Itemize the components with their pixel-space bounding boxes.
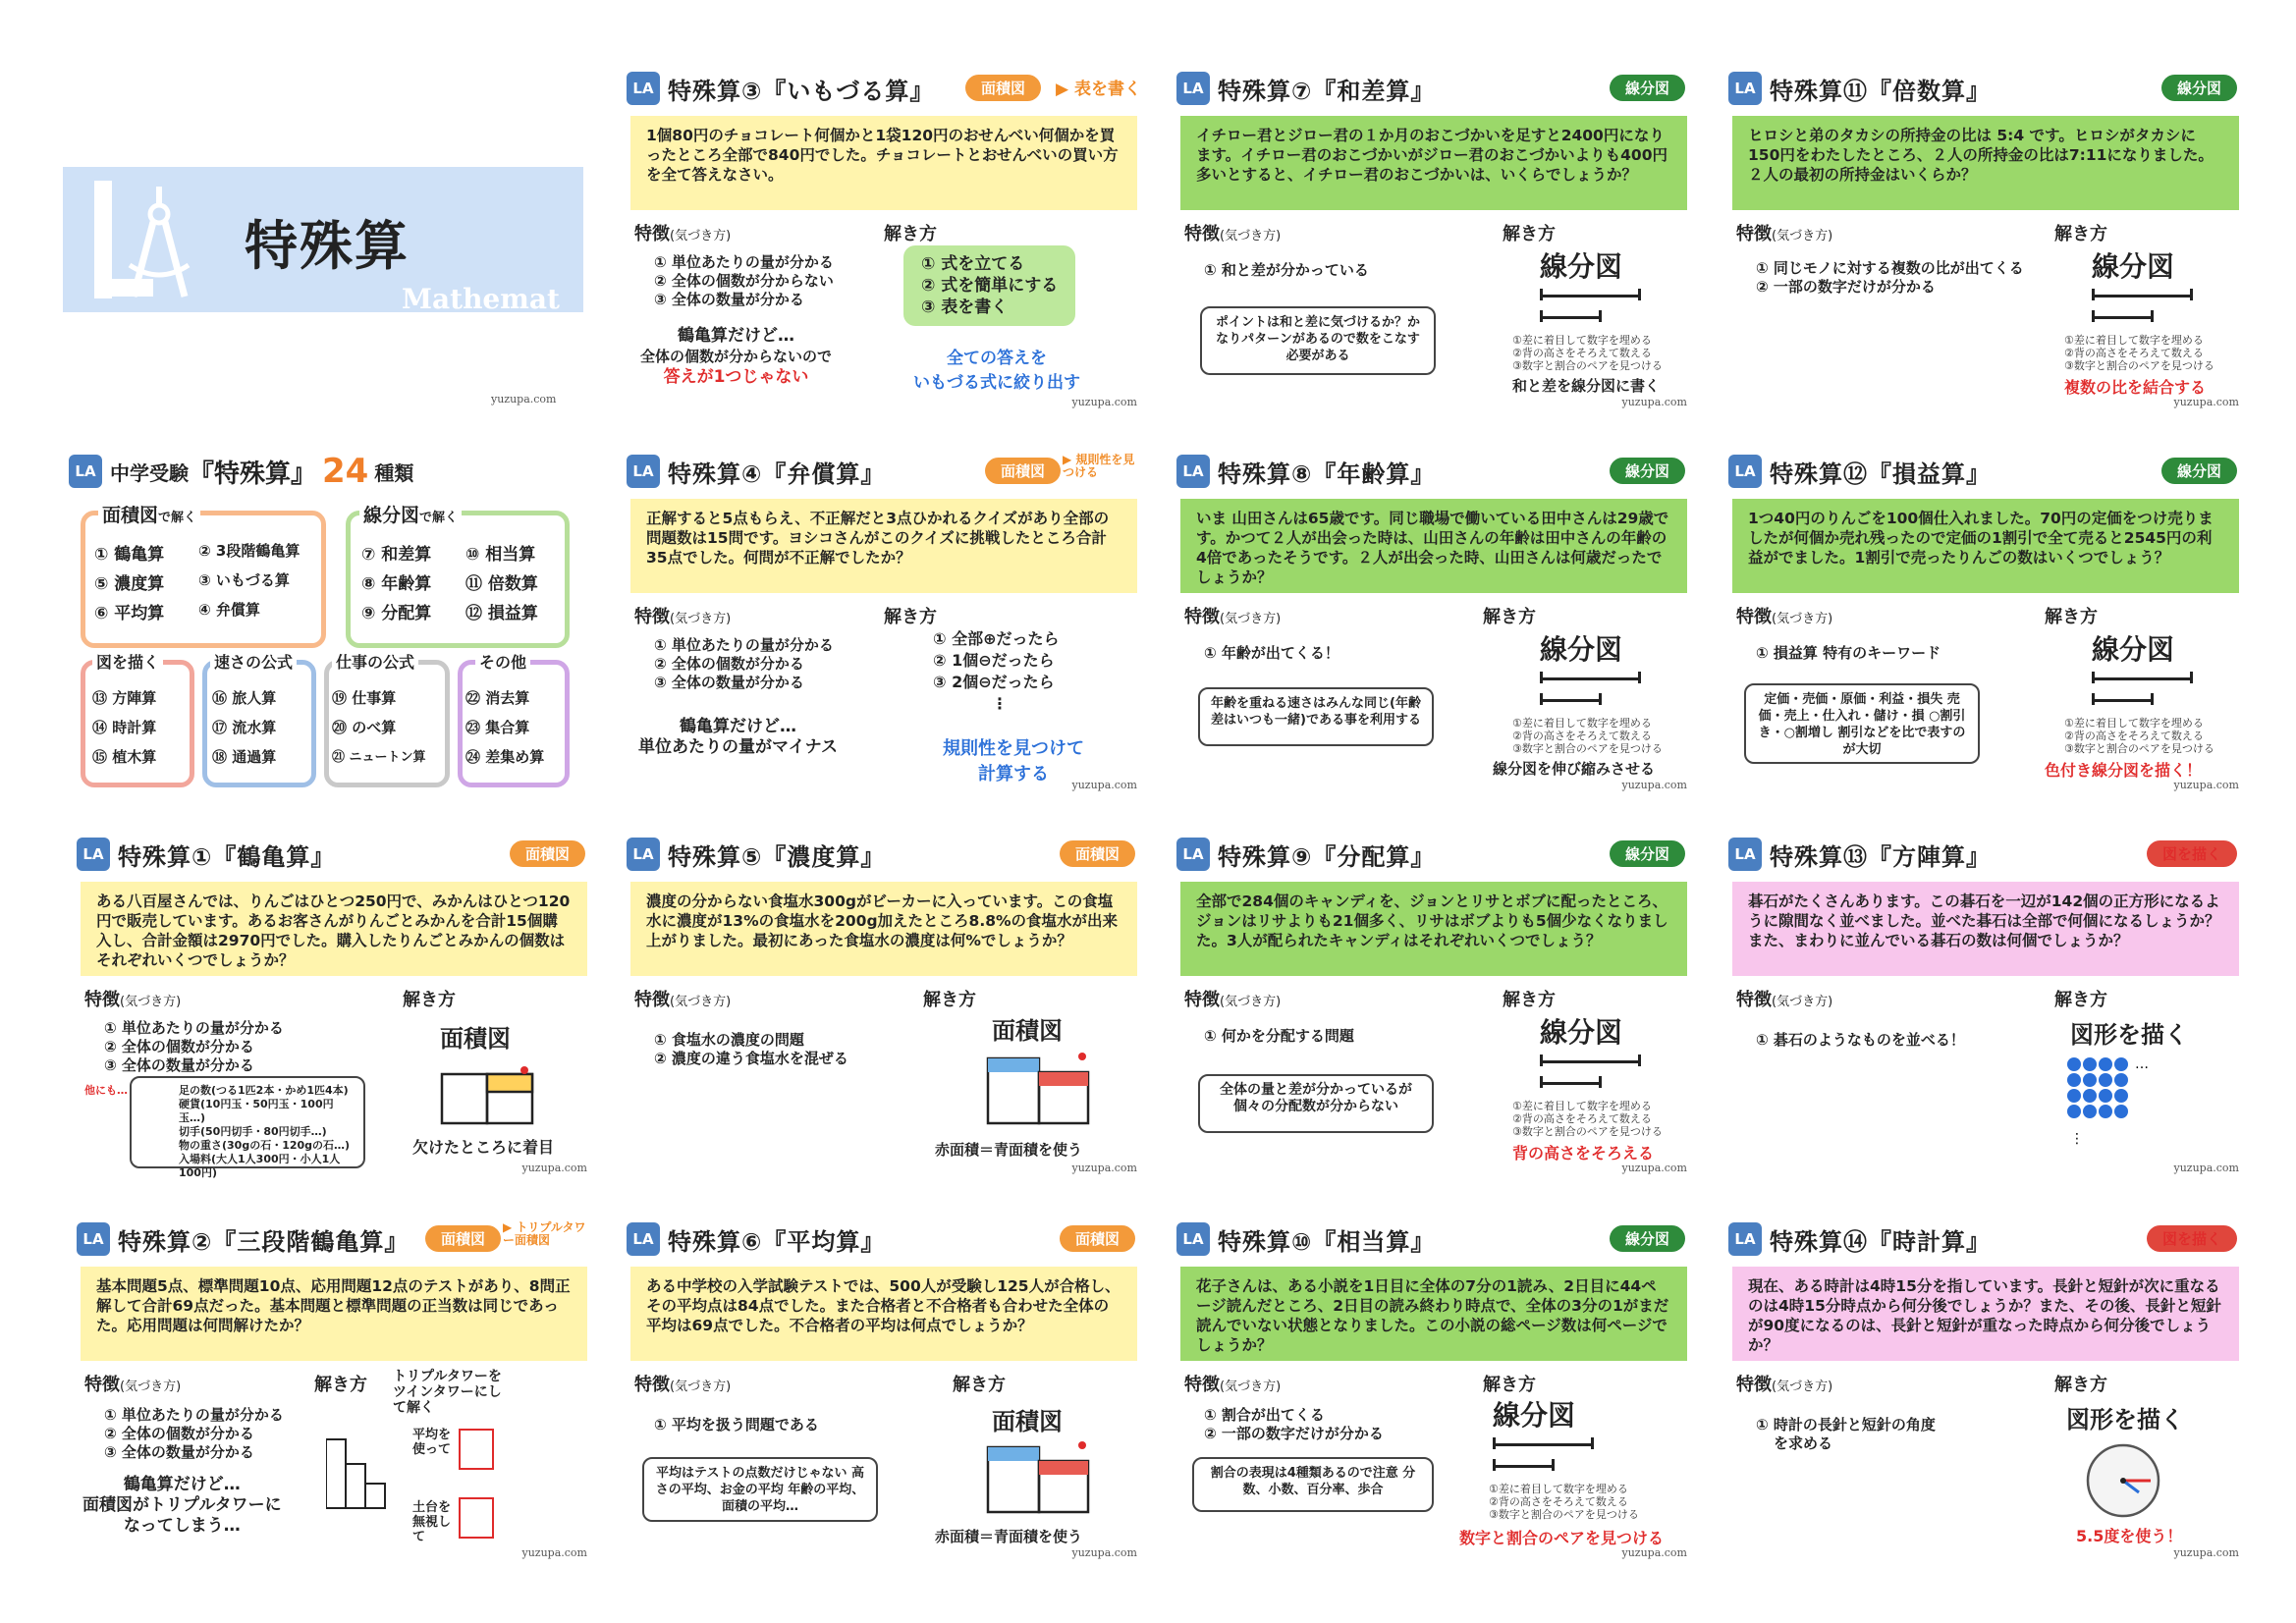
hint-bubble: 年齢を重ねる速さはみんな同じ(年齢差はいつも一緒)である事を利用する: [1198, 687, 1434, 746]
hint-bubble: 全体の量と差が分かっているが個々の分配数が分からない: [1198, 1074, 1434, 1133]
index-item[interactable]: ⑬ 方陣算: [92, 689, 157, 707]
feature-item: ① 割合が出てくる: [1204, 1406, 1325, 1424]
tag-badge: 面積図: [1060, 840, 1135, 867]
logo-icon: LA: [1728, 1222, 1762, 1256]
index-card: [69, 452, 579, 795]
line-segment-diagram: [2092, 289, 2200, 328]
tag-badge: 面積図: [1060, 1225, 1135, 1252]
diagram-title: 図形を描く: [2066, 1406, 2184, 1434]
line-segment-diagram: [1540, 672, 1648, 711]
feature-item: ① 食塩水の濃度の問題: [654, 1031, 804, 1049]
feature-item: ③ 全体の数量が分かる: [104, 1056, 254, 1074]
steps-note: ①差に着目して数字を埋める ②背の高さをそろえて数える ③数字と割合のペアを見つける: [2064, 717, 2214, 755]
tag-extra: ▶ 規則性を見つける: [1063, 453, 1135, 479]
card-title: 特殊算⑦『和差算』: [1218, 77, 1436, 105]
features-list: [1756, 1416, 2011, 1453]
features-heading: 特徴(気づき方): [84, 990, 182, 1010]
solution-heading: 解き方: [2054, 224, 2107, 244]
tag-badge: 線分図: [2161, 458, 2237, 484]
diagram-title: 線分図: [1540, 633, 1623, 666]
features-list: [1204, 644, 1459, 663]
features-list: [654, 1031, 909, 1068]
note-text: 鶴亀算だけど… 面積図がトリプルタワーに なってしまう…: [82, 1475, 282, 1536]
index-prefix: 中学受験: [110, 460, 189, 485]
card-tokei: [1721, 1210, 2251, 1563]
index-item[interactable]: ㉓ 集合算: [465, 719, 530, 736]
hint-bubble: 平均はテストの点数だけじゃない 高さの平均、お金の平均 年齢の平均、面積の平均…: [642, 1457, 878, 1522]
index-item[interactable]: ② 3段階鶴亀算: [198, 542, 301, 560]
card-title: 特殊算⑩『相当算』: [1218, 1227, 1436, 1256]
footer-text: yuzupa.com: [1071, 1546, 1137, 1559]
logo-icon: LA: [1728, 455, 1762, 488]
footer-text: yuzupa.com: [1071, 779, 1137, 791]
index-item[interactable]: ④ 弁償算: [198, 601, 260, 619]
tag-extra: ▶ 表を書く: [1056, 80, 1141, 99]
index-count: 24: [322, 452, 369, 491]
arrow-label: 平均を使って: [412, 1428, 452, 1457]
logo-icon: LA: [1176, 455, 1210, 488]
card-title: 特殊算④『弁償算』: [668, 460, 886, 488]
card-title: 特殊算⑬『方陣算』: [1770, 842, 1991, 871]
feature-item: ① 同じモノに対する複数の比が出てくる: [1756, 259, 2024, 277]
card-title: 特殊算⑨『分配算』: [1218, 842, 1436, 871]
footer-text: yuzupa.com: [2173, 396, 2239, 408]
result-text: 色付き線分図を描く！: [2045, 761, 2203, 780]
feature-item: ② 一部の数字だけが分かる: [1756, 278, 1936, 296]
index-item[interactable]: ⑳ のべ算: [332, 719, 397, 736]
diagram-title: 面積図: [992, 1408, 1063, 1435]
features-list: [1756, 1031, 2011, 1050]
features-list: [654, 253, 909, 309]
feature-item: ① 何かを分配する問題: [1204, 1027, 1354, 1045]
problem-text: 1つ40円のりんごを100個仕入れました。70円の定価をつけ売りましたが何個か売れ残ったので定価の1割引で全て売ると2545円の利益がでました。1割引で売ったりんごの数はいくつでしょう？: [1732, 499, 2239, 593]
features-heading: 特徴(気づき方): [1736, 224, 1833, 244]
index-item[interactable]: ⑯ 旅人算: [212, 689, 277, 707]
line-segment-diagram: [1493, 1437, 1601, 1477]
solution-heading: 解き方: [953, 1375, 1006, 1395]
logo-icon: LA: [627, 72, 660, 105]
solution-heading: 解き方: [403, 990, 456, 1010]
solution-heading: 解き方: [1483, 1375, 1536, 1395]
logo-icon: LA: [627, 1222, 660, 1256]
diagram-title: 面積図: [992, 1017, 1063, 1045]
solution-heading: 解き方: [1503, 224, 1556, 244]
card-title: 特殊算②『三段階鶴亀算』: [118, 1227, 410, 1256]
area-diagram: [440, 1066, 538, 1125]
result-text: 全ての答えを いもづる式に絞り出す: [913, 349, 1080, 393]
features-heading: 特徴(気づき方): [1736, 607, 1833, 627]
hero-card: [63, 167, 583, 314]
index-item[interactable]: ⑩ 相当算: [465, 545, 536, 565]
footer-text: yuzupa.com: [2173, 1546, 2239, 1559]
index-item[interactable]: ① 鶴亀算: [94, 545, 165, 565]
index-item[interactable]: ⑧ 年齢算: [361, 574, 432, 594]
feature-item: ① 単位あたりの量が分かる: [654, 636, 834, 654]
card-title: 特殊算⑪『倍数算』: [1770, 77, 1991, 105]
card-title: 特殊算⑥『平均算』: [668, 1227, 886, 1256]
problem-text: 碁石がたくさんあります。この碁石を一辺が142個の正方形になるように隙間なく並べました。並べた碁石は全部で何個になるしょうか？また、まわりに並んでいる碁石の数は何個でしょうか？: [1732, 882, 2239, 976]
solution-heading: 解き方: [2054, 990, 2107, 1010]
footer-text: yuzupa.com: [521, 1162, 587, 1174]
index-item[interactable]: ⑤ 濃度算: [94, 574, 165, 594]
features-list: [104, 1019, 359, 1075]
problem-text: 濃度の分からない食塩水300gがビーカーに入っています。この食塩水に濃度が13%の食塩水を200g加えたところ8.8%の食塩水が出来上がりました。最初にあった食塩水の濃度は何%でしょうか？: [630, 882, 1137, 976]
feature-item: ③ 全体の数量が分かる: [104, 1443, 254, 1461]
area-diagram: [984, 1437, 1092, 1516]
line-segment-diagram: [2092, 672, 2200, 711]
diagram-title: 面積図: [440, 1025, 511, 1053]
go-stones-icon: [2066, 1056, 2164, 1155]
card-nenrei: [1169, 442, 1699, 795]
features-heading: 特徴(気づき方): [84, 1375, 182, 1395]
footer-text: yuzupa.com: [1621, 1546, 1687, 1559]
logo-icon: LA: [1176, 72, 1210, 105]
card-bunpai: [1169, 825, 1699, 1178]
logo-icon: LA: [77, 838, 110, 871]
problem-text: ヒロシと弟のタカシの所持金の比は 5:4 です。ヒロシがタカシに150円をわたしたところ、２人の所持金の比は7:11になりました。２人の最初の所持金はいくらか？: [1732, 116, 2239, 210]
card-title: 特殊算⑭『時計算』: [1770, 1227, 1991, 1256]
tag-badge: 面積図: [985, 458, 1061, 484]
features-heading: 特徴(気づき方): [1184, 1375, 1282, 1395]
feature-item: ① 和と差が分かっている: [1204, 261, 1369, 279]
footer-text: yuzupa.com: [1071, 396, 1137, 408]
index-item[interactable]: ⑥ 平均算: [94, 604, 165, 623]
group-menseki-title: 面積図で解く: [98, 501, 200, 527]
card-hojin: [1721, 825, 2251, 1178]
hint-bubble: 定価・売価・原価・利益・損失 売価・売上・仕入れ・儲け・損 ○割引き・○割増し 割引などを比で表すのが大切: [1744, 683, 1980, 764]
result-text: 赤面積＝青面積を使う: [935, 1528, 1083, 1545]
card-wasa: [1169, 59, 1699, 412]
compass-ruler-icon: [90, 177, 198, 304]
area-diagram: [984, 1049, 1092, 1127]
footer-text: yuzupa.com: [1071, 1162, 1137, 1174]
card-title: 特殊算⑫『損益算』: [1770, 460, 1991, 488]
footer-text: yuzupa.com: [1621, 1162, 1687, 1174]
logo-icon: LA: [627, 455, 660, 488]
feature-item: ① 平均を扱う問題である: [654, 1416, 819, 1434]
features-heading: 特徴(気づき方): [1184, 990, 1282, 1010]
feature-item: ② 全体の個数が分かる: [654, 655, 804, 673]
logo-icon: LA: [627, 838, 660, 871]
solution-heading: 解き方: [1503, 990, 1556, 1010]
result-text: 欠けたところに着目: [412, 1138, 555, 1157]
feature-item: ② 一部の数字だけが分かる: [1204, 1425, 1384, 1442]
footer-text: yuzupa.com: [1621, 779, 1687, 791]
tag-badge: 面積図: [425, 1225, 501, 1252]
index-item[interactable]: ㉔ 差集め算: [465, 748, 545, 766]
tag-extra: ▶ トリプルタワー面積図: [503, 1220, 586, 1247]
index-item[interactable]: ⑨ 分配算: [361, 604, 432, 623]
tag-badge: 図を描く: [2147, 840, 2237, 867]
card-imozuru: [619, 59, 1149, 412]
footer-text: yuzupa.com: [2173, 1162, 2239, 1174]
problem-text: いま 山田さんは65歳です。同じ職場で働いている田中さんは29歳です。かつて２人が出会った時は、山田さんの年齢は田中さんの年齢の4倍であったそうです。２人が出会った時、山田さんは何歳だったでしょうか？: [1180, 499, 1687, 593]
card-sandankai: [69, 1210, 599, 1563]
features-heading: 特徴(気づき方): [1736, 1375, 1833, 1395]
steps-note: ①差に着目して数字を埋める ②背の高さをそろえて数える ③数字と割合のペアを見つける: [1512, 334, 1663, 372]
feature-item: ③ 全体の数量が分かる: [654, 291, 804, 308]
feature-item: ② 全体の個数が分かる: [104, 1038, 254, 1055]
features-list: [1756, 259, 2024, 297]
features-list: [1756, 644, 2011, 663]
features-list: [1204, 1027, 1459, 1046]
tag-badge: 図を描く: [2147, 1225, 2237, 1252]
index-item[interactable]: ⑲ 仕事算: [332, 689, 397, 707]
card-bensho: [619, 442, 1149, 795]
index-item[interactable]: ⑦ 和差算: [361, 545, 432, 565]
feature-item: ① 年齢が出てくる！: [1204, 644, 1339, 662]
problem-text: イチロー君とジロー君の１か月のおこづかいを足すと2400円になります。イチロー君のおこづかいがジロー君のおこづかいよりも400円多いとすると、イチロー君のおこづかいは、いくらでしょうか？: [1180, 116, 1687, 210]
group-zukei-title: 図を描く: [92, 650, 163, 673]
hero-title: 特殊算: [245, 215, 410, 277]
problem-text: 現在、ある時計は4時15分を指しています。長針と短針が次に重なるのは4時15分時点から何分後でしょうか？また、その後、長針と短針が90度になるのは、長針と短針が重なった時点から何分後でしょうか？: [1732, 1267, 2239, 1361]
index-item[interactable]: ㉑ ニュートン算: [332, 750, 426, 765]
hint-bubble: 割合の表現は4種類あるので注意 分数、小数、百分率、歩合: [1192, 1457, 1434, 1512]
feature-item: ② 全体の個数が分かる: [104, 1425, 254, 1442]
feature-item: ② 濃度の違う食塩水を混ぜる: [654, 1050, 848, 1067]
solution-heading: 解き方: [2054, 1375, 2107, 1395]
card-baisu: [1721, 59, 2251, 412]
steps-list: ① 全部⊕だったら ② 1個⊖だったら ③ 2個⊖だったら ⋮: [933, 629, 1060, 713]
hint-bubble: 他にも… 足の数(つる1匹2本・かめ1匹4本) 硬貨(10円玉・50円玉・100円玉…) 切手(50円切手・80円切手…) 物の重さ(30gの石・120gの石…) 入場料(大人1人300円・小人1人100円): [130, 1076, 365, 1168]
features-heading: 特徴(気づき方): [1736, 990, 1833, 1010]
tag-badge: 線分図: [1610, 840, 1685, 867]
card-soto: [1169, 1210, 1699, 1563]
group-shigoto-title: 仕事の公式: [332, 650, 418, 673]
problem-text: ある中学校の入学試験テストでは、500人が受験し125人が合格し、その平均点は84点でした。また合格者と不合格者も合わせた全体の平均は69点でした。不合格者の平均は何点でしょうか？: [630, 1267, 1137, 1361]
feature-item: を求める: [1774, 1434, 1833, 1452]
feature-item: ① 碁石のようなものを並べる！: [1756, 1031, 1965, 1049]
solution-sub: トリプルタワーを ツインタワーにして解く: [393, 1369, 502, 1416]
index-item[interactable]: ㉒ 消去算: [465, 689, 530, 707]
line-segment-diagram: [1540, 1055, 1648, 1094]
tag-badge: 面積図: [965, 75, 1041, 101]
features-heading: 特徴(気づき方): [1184, 224, 1282, 244]
diagram-title: 図形を描く: [2070, 1021, 2188, 1049]
logo-icon: LA: [77, 1222, 110, 1256]
index-item[interactable]: ⑮ 植木算: [92, 748, 157, 766]
logo-icon: LA: [69, 455, 102, 488]
features-heading: 特徴(気づき方): [634, 607, 732, 627]
feature-item: ① 単位あたりの量が分かる: [104, 1406, 284, 1424]
card-title: 特殊算⑤『濃度算』: [668, 842, 886, 871]
index-title: 『特殊算』: [189, 459, 317, 489]
svg-text:⋮: ⋮: [2070, 1131, 2084, 1147]
result-text: 複数の比を結合する: [2064, 378, 2207, 397]
features-list: [1204, 261, 1459, 280]
feature-item: ① 単位あたりの量が分かる: [654, 253, 834, 271]
feature-item: ② 全体の個数が分からない: [654, 272, 834, 290]
features-heading: 特徴(気づき方): [1184, 607, 1282, 627]
tag-badge: 線分図: [1610, 75, 1685, 101]
result-text: 線分図を伸び縮みさせる: [1493, 760, 1656, 778]
features-list: [104, 1406, 359, 1462]
solution-heading: 解き方: [2045, 607, 2098, 627]
group-senbun-title: 線分図で解く: [359, 501, 462, 527]
tag-badge: 線分図: [1610, 1225, 1685, 1252]
problem-text: ある八百屋さんでは、りんごはひとつ250円で、みかんはひとつ120円で販売しています。あるお客さんがりんごとみかんを合計15個購入し、合計金額は2970円でした。購入したりんごとみかんの個数は それぞれいくつでしょうか？: [81, 882, 587, 976]
diagram-title: 線分図: [2092, 250, 2175, 283]
result-text: 規則性を見つけて 計算する: [943, 738, 1084, 784]
note-text: 鶴亀算だけど… 単位あたりの量がマイナス: [638, 717, 838, 757]
solution-heading: 解き方: [923, 990, 976, 1010]
steps-note: ①差に着目して数字を埋める ②背の高さをそろえて数える ③数字と割合のペアを見つける: [1512, 717, 1663, 755]
arrow-label: 土台を無視して: [412, 1500, 452, 1544]
features-list: [654, 1416, 909, 1434]
diagram-title: 線分図: [1493, 1399, 1576, 1432]
group-sonota-title: その他: [475, 650, 530, 673]
features-heading: 特徴(気づき方): [634, 1375, 732, 1395]
steps-note: ①差に着目して数字を埋める ②背の高さをそろえて数える ③数字と割合のペアを見つける: [1512, 1100, 1663, 1138]
card-nodo: [619, 825, 1149, 1178]
index-item[interactable]: ⑫ 損益算: [465, 604, 538, 623]
footer-text: yuzupa.com: [491, 393, 557, 406]
steps-box: ① 式を立てる ② 式を簡単にする ③ 表を書く: [903, 245, 1075, 326]
card-title: 特殊算⑧『年齢算』: [1218, 460, 1436, 488]
feature-item: ① 損益算 特有のキーワード: [1756, 644, 1941, 662]
problem-text: 全部で284個のキャンディを、ジョンとリサとボブに配ったところ、ジョンはリサよりも21個多く、リサはボブよりも5個少なくなりました。3人が配られたキャンディはそれぞれいくつでしょう？: [1180, 882, 1687, 976]
result-text: 和と差を線分図に書く: [1512, 377, 1661, 395]
features-heading: 特徴(気づき方): [634, 224, 732, 244]
solution-heading: 解き方: [1483, 607, 1536, 627]
card-title: 特殊算③『いもづる算』: [668, 77, 935, 105]
feature-item: ① 時計の長針と短針の角度: [1756, 1416, 1936, 1434]
feature-item: ① 単位あたりの量が分かる: [104, 1019, 284, 1037]
result-text: 赤面積＝青面積を使う: [935, 1141, 1083, 1159]
tag-badge: 面積図: [510, 840, 585, 867]
solution-heading: 解き方: [314, 1375, 367, 1395]
problem-text: 1個80円のチョコレート何個かと1袋120円のおせんべい何個かを買ったところ全部で840円でした。チョコレートとおせんべいの買い方を全て答えなさい。: [630, 116, 1137, 210]
solution-heading: 解き方: [884, 607, 937, 627]
index-item[interactable]: ⑭ 時計算: [92, 719, 157, 736]
index-suffix: 種類: [374, 460, 414, 485]
card-heikin: [619, 1210, 1149, 1563]
result-text: 背の高さをそろえる: [1512, 1144, 1655, 1163]
features-list: [1204, 1406, 1459, 1443]
card-title: 特殊算①『鶴亀算』: [118, 842, 336, 871]
hero-watermark: Mathemat: [402, 283, 560, 315]
index-item[interactable]: ⑪ 倍数算: [465, 574, 538, 594]
feature-item: ③ 全体の数量が分かる: [654, 674, 804, 691]
clock-icon: [2084, 1441, 2162, 1520]
footer-text: yuzupa.com: [2173, 779, 2239, 791]
problem-text: 基本問題5点、標準問題10点、応用問題12点のテストがあり、8問正解して合計69点だった。基本問題と標準問題の正当数は同じであった。応用問題は何問解けたか？: [81, 1267, 587, 1361]
problem-text: 花子さんは、ある小説を1日目に全体の7分の1読み、2日目に44ページ読んだところ、2日目の読み終わり時点で、全体の3分の1がまだ読んでいない状態となりました。この小説の総ページ数は何ページでしょうか？: [1180, 1267, 1687, 1361]
features-heading: 特徴(気づき方): [634, 990, 732, 1010]
logo-icon: LA: [1176, 838, 1210, 871]
footer-text: yuzupa.com: [521, 1546, 587, 1559]
steps-note: ①差に着目して数字を埋める ②背の高さをそろえて数える ③数字と割合のペアを見つける: [1489, 1483, 1639, 1521]
tag-badge: 線分図: [2161, 75, 2237, 101]
result-text: 5.5度を使う！: [2076, 1527, 2183, 1545]
card-soneki: [1721, 442, 2251, 795]
index-item[interactable]: ⑰ 流水算: [212, 719, 277, 736]
group-hayasa-title: 速さの公式: [210, 650, 297, 673]
logo-icon: LA: [1728, 72, 1762, 105]
tag-badge: 線分図: [1610, 458, 1685, 484]
index-item[interactable]: ⑱ 通過算: [212, 748, 277, 766]
svg-text:…: …: [2135, 1056, 2149, 1072]
note-text: 鶴亀算だけど… 全体の個数が分からないので 答えが1つじゃない: [640, 326, 833, 387]
solution-heading: 解き方: [884, 224, 937, 244]
card-tsurukame: [69, 825, 599, 1178]
diagram-title: 線分図: [1540, 250, 1623, 283]
steps-note: ①差に着目して数字を埋める ②背の高さをそろえて数える ③数字と割合のペアを見つける: [2064, 334, 2214, 372]
result-text: 数字と割合のペアを見つける: [1459, 1529, 1665, 1547]
logo-icon: LA: [1176, 1222, 1210, 1256]
features-list: [654, 636, 909, 692]
logo-icon: LA: [1728, 838, 1762, 871]
index-item[interactable]: ③ いもづる算: [198, 571, 290, 589]
hint-bubble: ポイントは和と差に気づけるか？かなりパターンがあるので数をこなす必要がある: [1200, 306, 1436, 375]
problem-text: 正解すると5点もらえ、不正解だと3点ひかれるクイズがあり全部の問題数は15問です。ヨシコさんがこのクイズに挑戦したところ合計35点でした。何問が不正解でしたか？: [630, 499, 1137, 593]
diagram-title: 線分図: [2092, 633, 2175, 666]
footer-text: yuzupa.com: [1621, 396, 1687, 408]
line-segment-diagram: [1540, 289, 1648, 328]
diagram-title: 線分図: [1540, 1016, 1623, 1049]
